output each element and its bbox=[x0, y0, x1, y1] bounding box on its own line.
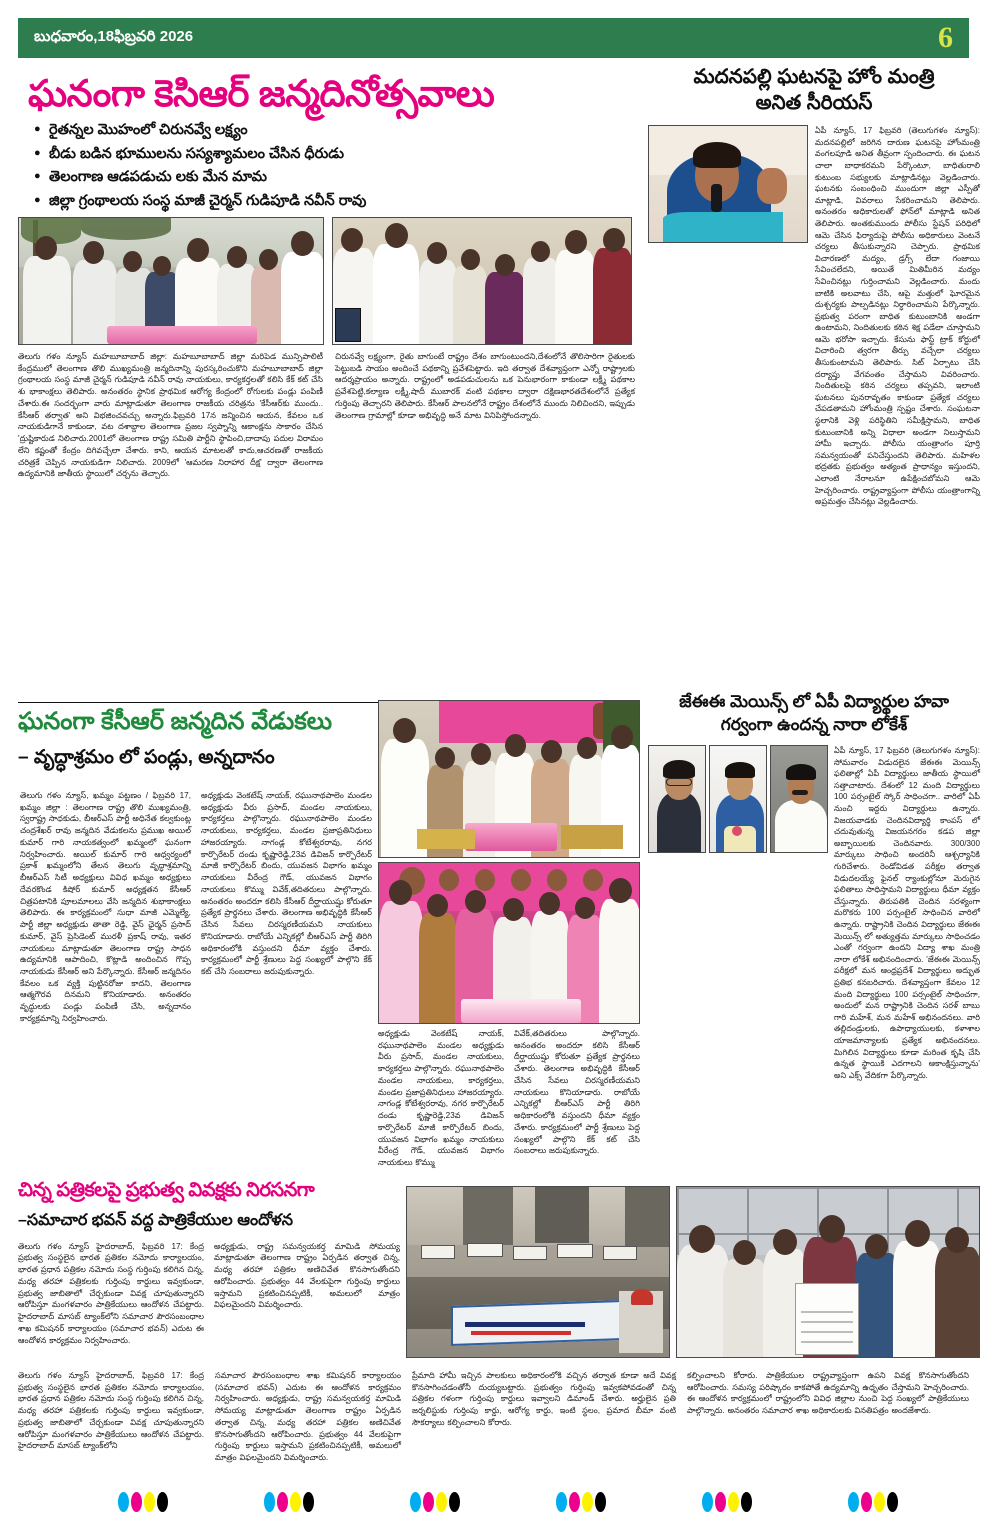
bottom-body-col3: ప్రేమాది హామీ ఇచ్చిన పాలకులు అధికారంలోకి వచ్చిన తర్వాత కూడా అదే వివక్ష కొనసాగించడంతోనీ దుయ్యబట్టారు. ప్రభుత్వం గుర్తింపు ఇవ్వకపోవడంతో చిన్న పత్రికల గళంగా గుర్తింపు కార్డులు ఇవ్వాలని డిమాండ్ చేశారు. అర్హులైన ప్రతి జర్నలిస్టుకు గుర్తింపు కార్డు, ఆరోగ్య కార్డు, ఇంటి స్థలం, ప్రమాద బీమా వంటి సౌకర్యాలు కల్పించాలని కోరారు. bbox=[412, 1371, 676, 1427]
bottom-body-col2b: సమాచార పౌరసంబంధాల శాఖ కమిషనర్ కార్యాలయం (సమాచార భవన్) ఎదుట ఈ ఆందోళన కార్యక్రమం నిర్వహించారు. అధ్యక్షుడు, రాష్ట్ర సమన్వయకర్త మామిడి సోమయ్య మాట్లాడుతూ తెలంగాణ రాష్ట్రం ఏర్పడిన తర్వాత చిన్న, మధ్య తరహా పత్రికల అణిచివేత కొనసాగుతోందని ఆరోపించారు. ప్రభుత్వం 44 వేలకుపైగా గుర్తింపు కార్డులు ఇస్తామని ప్రకటించినప్పటికీ, అమలులో మాత్రం విఫలమైందని విమర్శించారు. bbox=[215, 1371, 401, 1463]
bottom-body-col1b: తెలుగు గళం న్యూస్ హైదరాబాద్, ఫిబ్రవరి 17: కేంద్ర ప్రభుత్వ సంస్థలైన భారత ప్రతికల నమోదు కార్యాలయం, భారత ప్రధాన పత్రికల నమోదు సంస్థ గుర్తింపు కలిగిన చిన్న, మధ్య తరహా పత్రికలకు గుర్తింపు కార్డులు ఇవ్వకుండా, ప్రభుత్వ జాబితాలో చేర్చకుండా వివక్ష చూపుతున్నారని ఆరోపిస్తూ మంగళవారం పాత్రికేయులు ఆందోళన చేపట్టారు. హైదరాబాద్ మాసబ్ ట్యాంక్‌లోని bbox=[18, 1371, 204, 1451]
registration-dot bbox=[131, 1492, 142, 1512]
photo-student-2 bbox=[709, 745, 767, 853]
registration-dot bbox=[277, 1492, 288, 1512]
mr-headline-line1: జేఈఈ మెయిన్స్ లో ఏపీ విద్యార్థుల హవా bbox=[679, 692, 949, 711]
bullet-item: ● రైతన్నల మొహంలో చిరునవ్వే లక్ష్యం bbox=[34, 123, 640, 139]
registration-dot bbox=[118, 1492, 129, 1512]
masthead-bar bbox=[18, 18, 969, 58]
bullet-item: ● తెలంగాణ ఆడపడుచు లకు మేన మామ bbox=[34, 170, 640, 186]
registration-dot bbox=[303, 1492, 314, 1512]
mr-body: ఏపీ న్యూస్, 17 ఫిబ్రవరి (తెలుగుగళం న్యూస్): సోమవారం విడుదలైన జేఈఈ మెయిన్స్ ఫలితాల్లో ఏపీ విద్యార్థులు జాతీయ స్థాయిలో సత్తాచాటారు. దేశంలో 12 మంది విద్యార్థులు 100 పర్సంటైల్ స్కోర్ సాధించగా.. వారిలో ఏపీ నుంచి ఇద్దరు విద్యార్థులు ఉన్నారు. విజయవాడకు చెందినవిద్యార్థి కాంపస్ లో చదువుతున్న విజయనగరం కడప జిల్లా అబ్బాయిలకు చెందినవారు. 300/300 మార్కులు సాధించి అందరినీ ఆశ్చర్యానికి గురిచేశారు. రెండోవిడత పరీక్షల తర్వాత విడుదలయ్యే ఫైనల్ ర్యాంకుల్లోనూ మెరుగైన ఫలితాలు సాధిస్తామని విద్యార్థులు ధీమా వ్యక్తం చేస్తున్నారు. తిరుపతికి చెందిన సరళ్యంగా మరొకరు 100 పర్సంటైల్ సాధించిన వారిలో ఉన్నారు. రాష్ట్రానికి చెందిన విద్యార్థులు జేఈఈ మెయిన్స్ లో అత్యుత్తమ మార్కులు సాధించడం ఎంతో గర్వంగా ఉందని విద్యా శాఖ మంత్రి నారా లోకేశ్ అభినందించారు. 'జేఈఈ మెయిన్స్ పరీక్షలో మన ఆంధ్రప్రదేశ్ విద్యార్థులు అద్భుత ప్రతిభ కనబరిచారు. దేశవ్యాప్తంగా కేవలం 12 మంది విద్యార్థులు 100 పర్సంటైల్ సాధించగా, అందులో మన రాష్ట్రానికి చెందిన సరళ్ బాబు గారి మహేశ్, మన మహేశ్ అభినందనలు. వారి తల్లిదండ్రులకు, ఉపాధ్యాయులకు, కళాశాల యాజమాన్యాలకు ప్రత్యేక అభినందనలు. మిగిలిన విద్యార్థులు కూడా మరింత కృషి చేసి ఉన్నత స్థాయికి ఎదగాలని ఆకాంక్షిస్తున్నాను' అని ఎక్స్ వేదికగా పేర్కొన్నారు. bbox=[834, 746, 980, 1080]
mr-headline-line2: గర్వంగా ఉందన్న నారా లోకేశ్ bbox=[720, 715, 908, 735]
mid-subhead: – వృద్ధాశ్రమం లో పండ్లు, అన్నదానం bbox=[18, 747, 275, 769]
bullet-item: ● బీడు బడిన భూములను సస్యశ్యామలం చేసిన ధీరుడు bbox=[34, 147, 640, 163]
registration-dot bbox=[848, 1492, 859, 1512]
bullet-item: ● జిల్లా గ్రంథాలయ సంస్థ మాజీ చైర్మన్ గుడిపూడి నవీన్ రావు bbox=[34, 194, 640, 210]
photo-dharna-wrap bbox=[406, 1186, 670, 1358]
cmyk-registration-bar bbox=[0, 1480, 987, 1525]
mid-body-col4: వివేక్,తదితరులు పాల్గొన్నారు. అనంతరం అందరూ కలిసి కేసీఆర్ దీర్ఘాయుష్షు కోరుతూ ప్రత్యేక ప్రార్థనలు చేశారు. తెలంగాణ అభివృద్ధికి కేసీఆర్ చేసిన సేవలు చిరస్మరణీయమని నాయకులు కొనియాడారు. రాబోయే ఎన్నికల్లో బీఆర్ఎస్ పార్టీ తిరిగి అధికారంలోకి వస్తుందని ధీమా వ్యక్తం చేశారు. కార్యక్రమంలో పార్టీ శ్రేణులు పెద్ద సంఖ్యలో పాల్గొని కేక్ కట్ చేసి సంబరాలు జరుపుకున్నారు. bbox=[514, 1029, 640, 1156]
mid-body-col1: తెలుగు గళం న్యూస్, ఖమ్మం పట్టణం / ఫిబ్రవరి 17, ఖమ్మం జిల్లా : తెలంగాణ రాష్ట్ర తొలి ముఖ్యమంత్రి, స్వరాష్ట్ర సాధకుడు, బీఆర్ఎస్ పార్టీ అధినేత కల్వకుంట్ల చంద్రశేఖర్ రావు జన్మదిన వేడుకలను ప్రముఖ అయిల్ కుమార్ గారి నాయకత్వంలో ఖమ్మంలో ఘనంగా నిర్వహించారు. అయిల్ కుమార్ గారి ఆధ్వర్యంలో ప్రకాశ్ ఖమ్మంలోని తేలన తెలుగు వృద్ధాశ్రమాన్ని బీఆర్ఎస్ సిటీ అధ్యక్షులు వివిధ ఖమ్మం అధ్యక్షులు దేవరకొండ కిషోర్ కుమార్ అధ్యక్షతన కేసీఆర్ చిత్రపటానికి పూలమాలలు వేసి జన్మదిన శుభాకాంక్షలు తెలిపారు. ఈ కార్యక్రమంలో సుధా మాజీ ఎమ్మెల్యే, పార్టీ జిల్లా అధ్యక్షుడు తాతా రెడ్డి, వైస్ ఛైర్మన్ ప్రసాద్ కుమార్, వైస్ ప్రెసిడెంట్ మురళీ ప్రకాష్ రావు, ఇతర నాయకులు మాట్లాడుతూ తెలంగాణ రాష్ట్ర సాధన ఉద్యమానికి ఆపాదించి, కొట్లాడి అందించిన గొప్ప నాయకుడు కేసీఆర్ అని పేర్కొన్నారు. కేసీఆర్ జన్మదినం కేవలం ఒక వ్యక్తి పుట్టినరోజు కాదని, తెలంగాణ ఆత్మగౌరవ దినమని కొనియాడారు. అనంతరం వృద్ధులకు పండ్లు పంపిణీ చేసి, అన్నదానం కార్యక్రమాన్ని నిర్వహించారు. bbox=[20, 791, 191, 1023]
tr-body-continuation bbox=[648, 195, 980, 665]
registration-dot bbox=[874, 1492, 885, 1512]
registration-dot bbox=[569, 1492, 580, 1512]
registration-dot bbox=[887, 1492, 898, 1512]
mid-body bbox=[20, 790, 372, 1025]
registration-dot bbox=[144, 1492, 155, 1512]
tr-body-top: ఏపీ న్యూస్, 17 ఫిబ్రవరి (తెలుగుగళం న్యూస్): మదనపల్లిలో జరిగిన దారుణ ఘటనపై హోంమంత్రి వంగలపూడి అనిత తీవ్రంగా స్పందించారు. ఈ ఘటన చాలా బాధాకరమని పేర్కొంటూ, బాధితురాలి కుటుంబ సభ్యులకు మాట్లాడినట్లు వెల్లడించారు. ఘటనకు సంబంధించి ముందుగా జిల్లా ఎస్పీతో మాట్లాడి, వివరాలు సేకరించామని తెలిపారు. అనంతరం అధికారులతో ఫోన్‌లో మాట్లాడి అనిత తెలిపారు. అంతకుముందు పోలీసు స్టేషన్ పరిధిలో ఆమె చేసిన ఫిర్యాదుపై పోలీసు అధికారులు వెంటనే చర్యలు తీసుకున్నారని చెప్పారు. ప్రాథమిక విచారణలో మద్యం, డ్రగ్స్ లేదా గంజాయి సేవించలేదని, అయితే మితిమీరిన మద్యం సేవించినట్లు గుర్తించామని వెల్లడించారు. మందు బాటికి అలవాటు చేసి, ఆపై మత్తులో ఘోరమైన దుశ్చర్యకు పాల్పడినట్లు నిర్ధారించామని పేర్కొన్నారు. ప్రభుత్వ పరంగా బాధిత కుటుంబానికి అండగా ఉంటామని, నిందితులకు కఠిన శిక్ష పడేలా చూస్తామని ఆమె భరోసా ఇచ్చారు. కేసును ఫాస్ట్ ట్రాక్ కోర్టులో విచారించి త్వరగా తీర్పు వచ్చేలా చర్యలు తీసుకుంటామని తెలిపారు. సిట్ ఏర్పాటు చేసి దర్యాప్తు వేగవంతం చేస్తామని వివరించారు. నిందితులపై కఠిన చర్యలు తప్పవని, ఇలాంటి ఘటనలు పునరావృతం కాకుండా ప్రత్యేక చర్యలు చేపడతామని హోంమంత్రి స్పష్టం చేశారు. సంఘటనా స్థలానికి వెళ్లి పరిస్థితిని సమీక్షిస్తామని, బాధిత కుటుంబానికి అన్ని విధాలా అండగా నిలుస్తామని హామీ ఇచ్చారు. పోలీసు యంత్రాంగం పూర్తి సమన్వయంతో పనిచేస్తుందని తెలిపారు. మహిళల భద్రతకు ప్రభుత్వం అత్యంత ప్రాధాన్యం ఇస్తుందని, ఎలాంటి నేరాలనూ ఉపేక్షించబోమని ఆమె హెచ్చరించారు. రాష్ట్రవ్యాప్తంగా పోలీసు యంత్రాంగాన్ని అప్రమత్తం చేసినట్లు వెల్లడించారు. bbox=[815, 126, 980, 507]
mid-headline: ఘనంగా కేసీఆర్ జన్మదిన వేడుకలు bbox=[18, 708, 333, 735]
registration-dot bbox=[861, 1492, 872, 1512]
photo-nara-lokesh bbox=[770, 745, 828, 853]
page-number: 6 bbox=[938, 21, 953, 54]
mid-photos bbox=[378, 700, 640, 1024]
registration-dot bbox=[410, 1492, 421, 1512]
registration-dot bbox=[264, 1492, 275, 1512]
photo-memorandum-wrap bbox=[676, 1186, 980, 1358]
registration-dot bbox=[741, 1492, 752, 1512]
registration-dot bbox=[449, 1492, 460, 1512]
registration-dot bbox=[290, 1492, 301, 1512]
registration-dot bbox=[436, 1492, 447, 1512]
photo-brs-leaders bbox=[378, 862, 640, 1024]
registration-dot bbox=[728, 1492, 739, 1512]
bottom-body-col2: అధ్యక్షుడు, రాష్ట్ర సమన్వయకర్త మామిడి సోమయ్య మాట్లాడుతూ తెలంగాణ రాష్ట్రం ఏర్పడిన తర్వాత చిన్న, మధ్య తరహా పత్రికల అణిచివేత కొనసాగుతోందని ఆరోపించారు. ప్రభుత్వం 44 వేలకుపైగా గుర్తింపు కార్డులు ఇస్తామని ప్రకటించినప్పటికీ, అమలులో మాత్రం విఫలమైందని విమర్శించారు. bbox=[214, 1241, 400, 1310]
registration-dot bbox=[556, 1492, 567, 1512]
main-body-col1: తెలుగు గళం న్యూస్ మహబూబాబాద్ జిల్లా: మహబూబాబాద్ జిల్లా మరిపెడ మున్సిపాలిటీ కేంద్రములో తెలంగాణ తొలి ముఖ్యమంత్రి జన్మదినాన్ని పురస్కరించుకొని మహబూబాబాద్ జిల్లా గ్రంథాలయ సంస్థ మాజీ చైర్మన్ గుడిపూడి నవీన్ రావు నాయకులు, కార్యకర్తలతో కలిసి కేక్ కట్ చేసి శు భాకాంక్షలు తెలిపారు. అనంతరం స్థానిక ప్రాథమిక ఆరోగ్య కేంద్రంలో రోగులకు పండ్లు పంపిణీ చేశారు.ఈ సందర్భంగా వారు మాట్లాడుతూ తెలంగాణ రాజకీయ చరిత్రను 'కేసీఆర్‌కు ముందు.. కేసీఆర్ తర్వాత' అని విభజించవచ్చు అన్నారు.ఫిబ్రవరి 17న జన్మించిన ఆయన, కేవలం ఒక నాయకుడిగానే కాకుండా, వట దశాబ్దాల తెలంగాణ ప్రజల స్వప్నాన్ని ఆకాంక్షను సాకారం చేసిన 'ద్రుష్టికారుడ నిలిచారు.2001లో తెలంగాణ రాష్ట్ర సమితి పార్టీని స్థాపించి,దాదాపు పదుల విరామం లేని కష్టంతో కేంద్రం దిగివచ్చేలా చేశారు. కాని, ఆయన మాటలతో కాదు,ఆచరణతో రాజకీయ చరిత్రకే చెప్పిన నాయకుడిగా నిలిచారు. 2009లో 'ఆమరణ నిరాహార దీక్ష' ద్వారా తెలంగాణ ఉద్యమానికి జాతీయ స్థాయిలో చర్చను తెచ్చారు. bbox=[18, 351, 323, 479]
registration-dot bbox=[595, 1492, 606, 1512]
bottom-subhead: –సమాచార భవన్ వద్ద పాత్రికేయుల ఆందోళన bbox=[18, 1211, 293, 1229]
registration-dot bbox=[702, 1492, 713, 1512]
main-body-col2: చిరునవ్వే లక్ష్యంగా, రైతు బాగుంటే రాష్ట్రం దేశం బాగుంటుందని,దేశంలోనే తొలిసారిగా రైతులకు పెట్టుబడి సాయం అందించే పథకాన్ని ప్రవేశపెట్టారు. ఇది తర్వాత దేశవ్యాప్తంగా ఎన్నో రాష్ట్రాలకు ఆదర్శప్రాయం అన్నారు. రాష్ట్రంలో అడపడుచులను ఒక పెనుభారంగా కాకుండా లక్ష్మీ పథకాల ప్రవేశపెట్టి,కల్యాణ లక్ష్మీ,షాదీ ముబారక్ వంటి పథకాల ద్వారా దక్షిణభారతదేశంలోనే ప్రత్యేక గుర్తింపు తెచ్చారని తెలిపారు. కేసీఆర్ పాలనలోనే రాష్ట్రం దేశంలోనే ముందు నిలిచిందని, ఇప్పుడు తెలంగాణ గ్రామాల్లో కూడా అభివృద్ధి అనే మాట వినిపిస్తోందన్నారు. bbox=[335, 351, 635, 420]
mid-right-article bbox=[648, 692, 980, 1081]
photo-cake-cutting bbox=[18, 217, 324, 345]
bottom-article bbox=[18, 1180, 400, 1346]
registration-dot bbox=[715, 1492, 726, 1512]
tr-headline-line2: అనిత సీరియస్ bbox=[755, 91, 873, 114]
mid-body-lower bbox=[378, 1028, 640, 1169]
bottom-body-col4: కల్పించాలని కోరారు. పాత్రికేయుల రాష్ట్రవ్యాప్తంగా ఉపని వివక్ష కొనసాగుతోందని ఆరోపించారు. సమస్య పరిష్కారం కాకపోతే ఉద్యమాన్ని ఉధృతం చేస్తామని హెచ్చరించారు. ఈ ఆందోళన కార్యక్రమంలో రాష్ట్రంలోని వివిధ జిల్లాల నుంచి పెద్ద సంఖ్యలో పాత్రికేయులు పాల్గొన్నారు. అనంతరం సమాచార శాఖ అధికారులకు వినతిపత్రం అందజేశారు. bbox=[687, 1371, 969, 1416]
photo-birthday-elders bbox=[378, 700, 640, 858]
photo-student-1 bbox=[648, 745, 706, 853]
main-article bbox=[18, 66, 640, 480]
mid-body-col3: అధ్యక్షుడు వెంకటేష్ నాయక్, రఘునాథపాలెం మండల అధ్యక్షుడు వీరు ప్రసాద్, మండల నాయకులు, కార్యకర్తలు పాల్గొన్నారు. రఘునాథపాలెం మండల నాయకులు, కార్యకర్తలు, మండల ప్రజాప్రతినిధులు హాజరయ్యారు. నాగండ్ల కోటేశ్వరరావు, నగర కార్పొరేటర్ దండు కృష్ణారెడ్డి,23వ డివిజన్ కార్పొరేటర్ మాజీ కార్పొరేటర్ బిందు, యువజన విభాగం ఖమ్మం నాయకులు వీరేంద్ర గౌడ్, యువజన విభాగం నాయకులు కొమ్ము bbox=[378, 1029, 504, 1168]
photo-distribution bbox=[332, 217, 632, 345]
mid-body-col2: అధ్యక్షుడు వెంకటేష్ నాయక్, రఘునాథపాలెం మండల అధ్యక్షుడు వీరు ప్రసాద్, మండల నాయకులు, కార్యకర్తలు పాల్గొన్నారు. రఘునాథపాలెం మండల నాయకులు, కార్యకర్తలు, మండల ప్రజాప్రతినిధులు హాజరయ్యారు. నాగండ్ల కోటేశ్వరరావు, నగర కార్పొరేటర్ దండు కృష్ణారెడ్డి,23వ డివిజన్ కార్పొరేటర్ మాజీ కార్పొరేటర్ బిందు, యువజన విభాగం ఖమ్మం నాయకులు వీరేంద్ర గౌడ్, యువజన విభాగం నాయకులు కొమ్ము వివేక్,తదితరులు పాల్గొన్నారు. అనంతరం అందరూ కలిసి కేసీఆర్ దీర్ఘాయుష్షు కోరుతూ ప్రత్యేక ప్రార్థనలు చేశారు. తెలంగాణ అభివృద్ధికి కేసీఆర్ చేసిన సేవలు చిరస్మరణీయమని నాయకులు కొనియాడారు. రాబోయే ఎన్నికల్లో బీఆర్ఎస్ పార్టీ తిరిగి అధికారంలోకి వస్తుందని ధీమా వ్యక్తం చేశారు. కార్యక్రమంలో పార్టీ శ్రేణులు పెద్ద సంఖ్యలో పాల్గొని కేక్ కట్ చేసి సంబరాలు జరుపుకున్నారు. bbox=[201, 791, 372, 977]
bottom-body-col1: తెలుగు గళం న్యూస్ హైదరాబాద్, ఫిబ్రవరి 17: కేంద్ర ప్రభుత్వ సంస్థలైన భారత ప్రతికల నమోదు కార్యాలయం, భారత ప్రధాన పత్రికల నమోదు సంస్థ గుర్తింపు కలిగిన చిన్న, మధ్య తరహా పత్రికలకు గుర్తింపు కార్డులు ఇవ్వకుండా, ప్రభుత్వ జాబితాలో చేర్చకుండా వివక్ష చూపుతున్నారని ఆరోపిస్తూ మంగళవారం పాత్రికేయులు ఆందోళన చేపట్టారు. హైదరాబాద్ మాసబ్ ట్యాంక్‌లోని సమాచార పౌరసంబంధాల శాఖ కమిషనర్ కార్యాలయం (సమాచార భవన్) ఎదుట ఈ ఆందోళన కార్యక్రమం నిర్వహించారు. bbox=[18, 1241, 204, 1345]
registration-dot bbox=[582, 1492, 593, 1512]
photo-journalists-dharna bbox=[406, 1186, 670, 1358]
bottom-headline: చిన్న పత్రికలపై ప్రభుత్వ వివక్షకు నిరసనగా bbox=[18, 1179, 315, 1201]
bottom-body-lower bbox=[18, 1370, 969, 1464]
publication-date: బుధవారం,18ఫిబ్రవరి 2026 bbox=[34, 27, 194, 45]
photo-memorandum bbox=[676, 1186, 980, 1358]
registration-dot bbox=[423, 1492, 434, 1512]
main-bullet-list bbox=[34, 123, 640, 209]
main-headline: ఘనంగా కెసిఆర్ జన్మదినోత్సవాలు bbox=[28, 73, 495, 114]
registration-dot bbox=[157, 1492, 168, 1512]
tr-headline-line1: మదనపల్లి ఘటనపై హోం మంత్రి bbox=[693, 66, 935, 88]
